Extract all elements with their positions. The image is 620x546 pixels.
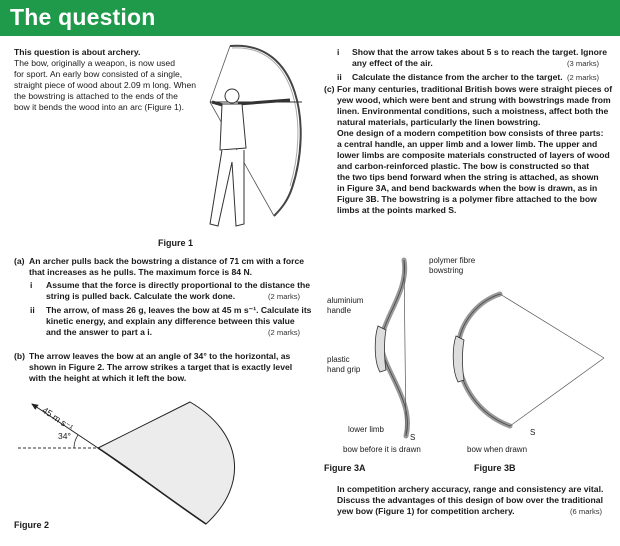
part-b-ii-text: Calculate the distance from the archer to the target. [352, 72, 563, 82]
part-c-line: the two tips bend forward when the string is attached, as shown [337, 172, 599, 182]
part-b-i-line: Show that the arrow takes about 5 s to reach the target. Ignore [352, 47, 607, 57]
page-title: The question [10, 4, 156, 30]
part-b-line: The arrow leaves the bow at an angle of 34° to the horizontal, as [29, 351, 291, 361]
part-c-line: yew wood, which were bent and strung with bowstrings made from [337, 95, 611, 105]
figure2-speed-label: 45 m s⁻¹ [40, 405, 75, 433]
subcaption-when-drawn: bow when drawn [467, 445, 528, 454]
part-c-label: (c) [324, 84, 335, 94]
part-c-line: lower limbs are composite materials constructed of layers of wood [337, 150, 610, 160]
part-c-line: and carbon-reinforced plastic. The bow is constructed so that [337, 161, 590, 171]
part-c-line: in Figure 3A, and bend backwards when the bow is drawn, as in [337, 183, 598, 193]
part-a-ii-marks: (2 marks) [268, 328, 301, 337]
part-c-line: One design of a modern competition bow consists of three parts: [337, 128, 604, 138]
part-c-text [337, 84, 612, 216]
part-b-ii-marks: (2 marks) [567, 73, 600, 82]
label-bowstring: bowstring [429, 266, 464, 275]
part-b-text [29, 351, 292, 384]
part-c-line: a central handle, an upper limb and a lower limb. The upper and [337, 139, 598, 149]
intro-line: The bow, originally a weapon, is now used [14, 58, 175, 68]
part-c-line: Figure 3B. The bowstring is a polymer fibre attached to the bow [337, 194, 597, 204]
part-a-i-line: string is pulled back. Calculate the work done. [46, 291, 236, 301]
part-c-line: limbs at the points marked S. [337, 205, 457, 215]
label-hand-grip: hand grip [327, 365, 361, 374]
label-plastic: plastic [327, 355, 350, 364]
final-line: yew bow (Figure 1) for competition archery. [337, 506, 515, 516]
figure1-caption: Figure 1 [158, 238, 194, 248]
part-b-label: (b) [14, 351, 25, 361]
part-c-line: natural materials, particularly the linen bowstring. [337, 117, 541, 127]
part-a-text [29, 256, 304, 278]
label-s-figure3b: S [530, 428, 536, 437]
label-s-figure3a: S [410, 433, 416, 442]
final-line: In competition archery accuracy, range and consistency are vital. [337, 484, 604, 494]
part-b-i-label: i [337, 47, 340, 57]
part-b-ii-label: ii [337, 72, 342, 82]
part-c-final-question [337, 484, 603, 517]
part-a-ii-line: and the answer to part a i. [46, 327, 153, 337]
part-a-i-line: Assume that the force is directly proportional to the distance the [46, 280, 311, 290]
intro-line: This question is about archery. [14, 47, 141, 57]
part-a-line: An archer pulls back the bowstring a distance of 71 cm with a force [29, 256, 305, 266]
part-b-i-line: any effect of the air. [352, 58, 433, 68]
header-banner [0, 0, 620, 36]
part-b-line: shown in Figure 2. The arrow strikes a target that is exactly level [29, 362, 293, 372]
final-line: Discuss the advantages of this design of bow over the traditional [337, 495, 603, 505]
figure2-angle-label: 34° [58, 431, 71, 441]
part-b-i-marks: (3 marks) [567, 59, 600, 68]
subcaption-before-drawn: bow before it is drawn [343, 445, 421, 454]
part-a-ii-line: kinetic energy, and explain any difference between this value [46, 316, 295, 326]
intro-line: straight piece of wood about 2.09 m long. When [14, 80, 197, 90]
part-a-label: (a) [14, 256, 25, 266]
part-a-line: that increases as he pulls. The maximum force is 84 N. [29, 267, 253, 277]
label-aluminium: aluminium [327, 296, 364, 305]
part-a-i-marks: (2 marks) [268, 292, 301, 301]
figure3a-caption: Figure 3A [324, 463, 366, 473]
label-handle: handle [327, 306, 352, 315]
part-a-ii-line: The arrow, of mass 26 g, leaves the bow at 45 m s⁻¹. Calculate its [46, 305, 312, 315]
figure3b-caption: Figure 3B [474, 463, 516, 473]
figure2-caption: Figure 2 [14, 520, 50, 530]
intro-line: for sport. An early bow consisted of a single, [14, 69, 183, 79]
part-c-line: linen. Environmental conditions, such a moistness, affect both the [337, 106, 609, 116]
figure3a-bow-before-drawn [370, 254, 420, 440]
intro-paragraph [14, 47, 196, 113]
part-c-line: For many centuries, traditional British bows were straight pieces of [337, 84, 613, 94]
part-a-ii-label: ii [30, 305, 35, 315]
label-lower-limb: lower limb [348, 425, 385, 434]
intro-line: bow it bends the wood into an arc (Figure 1). [14, 102, 185, 112]
part-a-i-label: i [30, 280, 33, 290]
part-c-final-marks: (6 marks) [570, 507, 603, 516]
figure3b-bow-when-drawn [448, 286, 610, 434]
figure1-archer-illustration [192, 38, 320, 234]
intro-line: the bowstring is attached to the ends of the [14, 91, 178, 101]
part-b-line: with the height at which it left the bow. [29, 373, 187, 383]
label-polymer-fibre: polymer fibre [429, 256, 476, 265]
